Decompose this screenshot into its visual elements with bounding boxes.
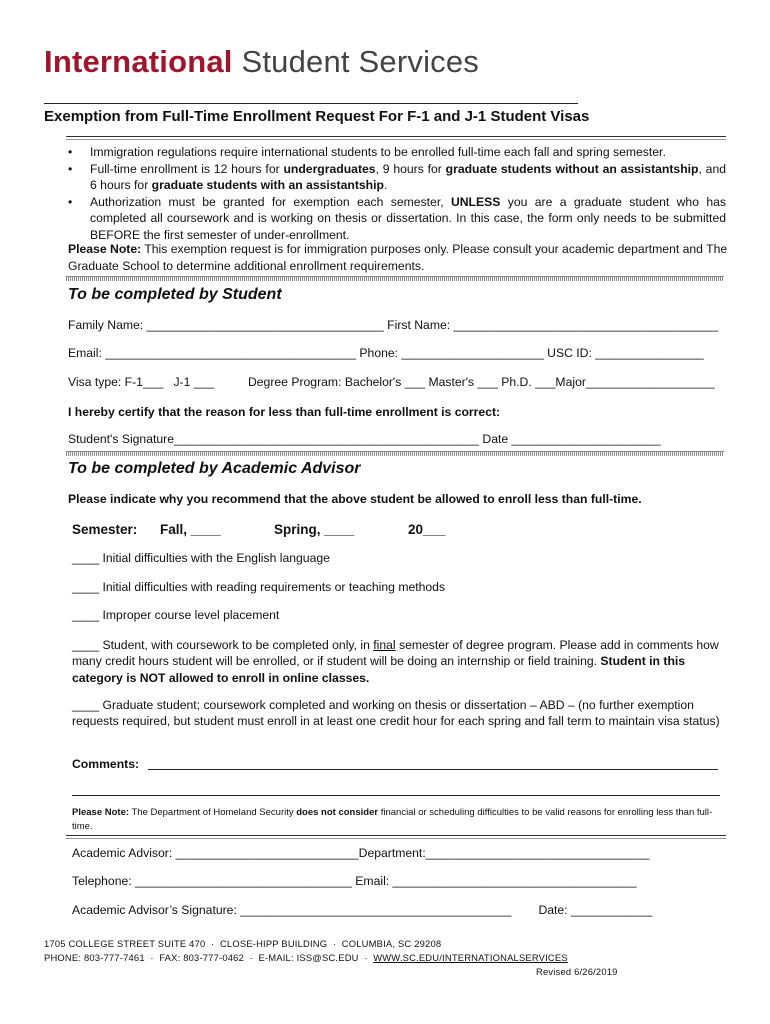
option-abd[interactable]: ____ Graduate student; coursework completed and working on thesis or dissertation – ABD – (no further exemption requests required, but student must enroll in at least one credit hour for each spring and fall term to maintain visa status) (72, 698, 720, 729)
option-final-semester[interactable]: ____ Student, with coursework to be completed only, in final semester of degree program. Please add in comments how many credit hours student will be enrolled, or if student will be doing an internship or field training. Student in this category is NOT allowed to enroll in online classes. (72, 638, 719, 685)
logo-bold-text: International (44, 44, 233, 79)
advisor-instruction: Please indicate why you recommend that the above student be allowed to enroll less than full-time. (68, 492, 642, 506)
list-item: • Full-time enrollment is 12 hours for undergraduates, 9 hours for graduate students without an assistantship, and 6 hours for graduate students with an assistantship. (68, 161, 726, 194)
telephone-email-field[interactable]: Telephone: ________________________________ Email: ____________________________________ (72, 874, 637, 888)
footer-contact: PHONE: 803-777-7461 · FAX: 803-777-0462 · E-MAIL: ISS@SC.EDU · WWW.SC.EDU/INTERNATIONALSERVICES (44, 952, 568, 963)
student-signature-field[interactable]: Student's Signature_____________________________________________ Date ______________________ (68, 432, 661, 446)
advisor-section-heading: To be completed by Academic Advisor (68, 460, 361, 477)
spring-field[interactable]: Spring, ____ (274, 522, 355, 537)
list-item: • Immigration regulations require international students to be enrolled full-time each fall and spring semester. (68, 144, 726, 161)
family-name-field[interactable]: Family Name: ___________________________________ First Name: _______________________________________ (68, 318, 718, 332)
comments-line-2[interactable] (72, 795, 720, 796)
list-item: • Authorization must be granted for exemption each semester, UNLESS you are a graduate student who has completed all coursework and is working on thesis or dissertation. In this case, the form only needs to be submitted BEFORE the first semester of under-enrollment. (68, 194, 726, 244)
section-divider (66, 451, 724, 456)
section-divider (66, 276, 724, 281)
comments-label: Comments: (72, 757, 143, 771)
semester-label: Semester: (72, 522, 138, 537)
email-phone-field[interactable]: Email: _____________________________________ Phone: _____________________ USC ID: ________________ (68, 346, 704, 360)
website-link[interactable]: WWW.SC.EDU/INTERNATIONALSERVICES (373, 952, 568, 963)
revision-date: Revised 6/26/2019 (536, 966, 618, 977)
immigration-note: Please Note: This exemption request is for immigration purposes only. Please consult your academic department and The Graduate School to determine additional enrollment requirements. (68, 242, 728, 273)
dhs-note: Please Note: The Department of Homeland Security does not consider financial or scheduling difficulties to be valid reasons for enrolling less than full-time. (72, 807, 713, 832)
footer-address: 1705 COLLEGE STREET SUITE 470 · CLOSE-HIPP BUILDING · COLUMBIA, SC 29208 (44, 938, 442, 949)
title-divider (66, 136, 726, 140)
advisor-signature-field[interactable]: Academic Advisor’s Signature: ________________________________________ Date: ____________ (72, 903, 653, 917)
student-section-heading: To be completed by Student (68, 286, 282, 303)
option-reading[interactable]: ____ Initial difficulties with reading requirements or teaching methods (72, 580, 446, 594)
visa-degree-field[interactable]: Visa type: F-1___ J-1 ___ Degree Program: Bachelor's ___ Master's ___ Ph.D. ___Major___________________ (68, 375, 715, 389)
option-placement[interactable]: ____ Improper course level placement (72, 608, 280, 622)
advisor-department-field[interactable]: Academic Advisor: ___________________________Department:_________________________________ (72, 846, 650, 860)
logo-light-text: Student Services (241, 44, 479, 79)
page-title: Exemption from Full-Time Enrollment Request For F-1 and J-1 Student Visas (44, 108, 590, 125)
option-english[interactable]: ____ Initial difficulties with the English language (72, 551, 330, 565)
advisor-divider (66, 835, 726, 839)
comments-line-1[interactable] (148, 769, 718, 770)
certify-statement: I hereby certify that the reason for less than full-time enrollment is correct: (68, 405, 501, 419)
requirements-list (68, 144, 726, 243)
logo (44, 44, 479, 80)
fall-field[interactable]: Fall, ____ (160, 522, 221, 537)
title-rule (44, 103, 578, 104)
year-field[interactable]: 20___ (408, 522, 446, 537)
